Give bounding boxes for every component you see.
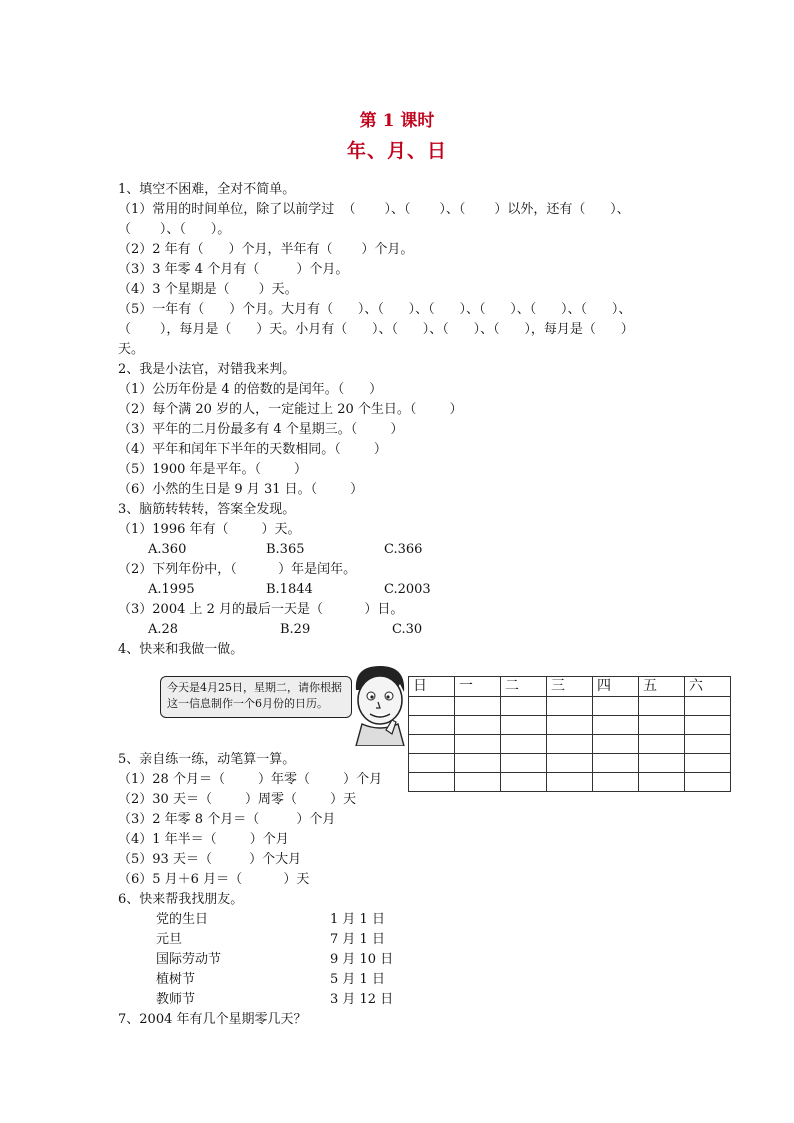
calendar-row bbox=[409, 773, 731, 792]
lesson-subtitle: 年、月、日 bbox=[346, 140, 447, 162]
calendar-cell[interactable] bbox=[593, 697, 639, 716]
calendar-cell[interactable] bbox=[455, 735, 501, 754]
calendar-cell[interactable] bbox=[685, 754, 731, 773]
q1-line: （3）3 年零 4 个月有（ ）个月。 bbox=[118, 262, 349, 277]
calendar-cell[interactable] bbox=[593, 735, 639, 754]
calendar-cell[interactable] bbox=[547, 773, 593, 792]
q3-options bbox=[118, 540, 708, 560]
calendar-cell[interactable] bbox=[593, 716, 639, 735]
festival-date: 9 月 10 日 bbox=[330, 952, 394, 967]
calendar-cell[interactable] bbox=[685, 773, 731, 792]
option-b: B.1844 bbox=[266, 582, 313, 597]
q1-heading: 1、填空不困难，全对不简单。 bbox=[118, 182, 296, 197]
q5-line: （2）30 天＝（ ）周零（ ）天 bbox=[118, 792, 357, 807]
calendar-cell[interactable] bbox=[639, 735, 685, 754]
q3-heading: 3、脑筋转转转，答案全发现。 bbox=[118, 502, 296, 517]
festival-date: 5 月 1 日 bbox=[330, 972, 385, 987]
festival-date: 1 月 1 日 bbox=[330, 912, 385, 927]
calendar-row bbox=[409, 735, 731, 754]
festival-name: 植树节 bbox=[156, 972, 196, 987]
weekday-header: 二 bbox=[501, 677, 547, 697]
boy-cartoon-icon bbox=[346, 660, 416, 746]
calendar-cell[interactable] bbox=[593, 773, 639, 792]
speech-bubble: 今天是4月25日，星期二，请你根据这一信息制作一个6月份的日历。 bbox=[160, 676, 352, 718]
calendar-cell[interactable] bbox=[501, 716, 547, 735]
festival-date: 3 月 12 日 bbox=[330, 992, 394, 1007]
calendar-cell[interactable] bbox=[501, 697, 547, 716]
calendar-cell[interactable] bbox=[455, 754, 501, 773]
calendar-header-row bbox=[409, 677, 731, 697]
q5-line: （5）93 天＝（ ）个大月 bbox=[118, 852, 302, 867]
calendar-cell[interactable] bbox=[501, 773, 547, 792]
weekday-header: 四 bbox=[593, 677, 639, 697]
june-calendar-grid bbox=[408, 676, 731, 792]
festival-name: 党的生日 bbox=[156, 912, 209, 927]
option-a: A.360 bbox=[148, 542, 187, 557]
festival-date: 7 月 1 日 bbox=[330, 932, 385, 947]
q3-options bbox=[118, 620, 708, 640]
weekday-header: 六 bbox=[685, 677, 731, 697]
q2-line: （6）小然的生日是 9 月 31 日。（ ） bbox=[118, 482, 364, 497]
weekday-header: 三 bbox=[547, 677, 593, 697]
calendar-cell[interactable] bbox=[409, 735, 455, 754]
weekday-header: 五 bbox=[639, 677, 685, 697]
lesson-title: 第 1 课时 bbox=[359, 111, 435, 131]
q5-line: （3）2 年零 8 个月＝（ ）个月 bbox=[118, 812, 336, 827]
calendar-cell[interactable] bbox=[547, 697, 593, 716]
q3-question: （3）2004 上 2 月的最后一天是（ ）日。 bbox=[118, 602, 404, 617]
calendar-cell[interactable] bbox=[455, 773, 501, 792]
match-row bbox=[118, 930, 708, 950]
match-row bbox=[118, 910, 708, 930]
calendar-cell[interactable] bbox=[685, 716, 731, 735]
weekday-header: 一 bbox=[455, 677, 501, 697]
q5-line: （1）28 个月＝（ ）年零（ ）个月 bbox=[118, 772, 383, 787]
calendar-row bbox=[409, 754, 731, 773]
match-row bbox=[118, 990, 708, 1010]
calendar-cell[interactable] bbox=[455, 716, 501, 735]
calendar-cell[interactable] bbox=[501, 754, 547, 773]
q1-line: （2）2 年有（ ）个月，半年有（ ）个月。 bbox=[118, 242, 414, 257]
worksheet-content bbox=[118, 180, 708, 1030]
festival-name: 元旦 bbox=[156, 932, 183, 947]
q5-heading: 5、亲自练一练，动笔算一算。 bbox=[118, 752, 296, 767]
calendar-cell[interactable] bbox=[455, 697, 501, 716]
q1-line: （1）常用的时间单位，除了以前学过 （ ）、（ ）、（ ）以外，还有（ ）、 bbox=[118, 202, 630, 217]
q3-question: （2）下列年份中，（ ）年是闰年。 bbox=[118, 562, 357, 577]
q2-heading: 2、我是小法官，对错我来判。 bbox=[118, 362, 296, 377]
calendar-cell[interactable] bbox=[593, 754, 639, 773]
q7-heading: 7、2004 年有几个星期零几天？ bbox=[118, 1012, 307, 1027]
calendar-cell[interactable] bbox=[639, 697, 685, 716]
calendar-cell[interactable] bbox=[409, 697, 455, 716]
match-row bbox=[118, 970, 708, 990]
q1-line: （ ）、（ ）。 bbox=[118, 222, 231, 237]
option-b: B.365 bbox=[266, 542, 305, 557]
q3-options bbox=[118, 580, 708, 600]
calendar-cell[interactable] bbox=[501, 735, 547, 754]
q1-line: （ ），每月是（ ）天。小月有（ ）、（ ）、（ ）、（ ），每月是（ ） bbox=[118, 322, 634, 337]
festival-name: 教师节 bbox=[156, 992, 196, 1007]
match-row bbox=[118, 950, 708, 970]
q1-line: （5）一年有（ ）个月。大月有（ ）、（ ）、（ ）、（ ）、（ ）、（ ）、 bbox=[118, 302, 632, 317]
weekday-header: 日 bbox=[409, 677, 455, 697]
calendar-cell[interactable] bbox=[639, 716, 685, 735]
option-c: C.2003 bbox=[384, 582, 431, 597]
calendar-cell[interactable] bbox=[409, 716, 455, 735]
festival-name: 国际劳动节 bbox=[156, 952, 222, 967]
calendar-cell[interactable] bbox=[547, 735, 593, 754]
option-a: A.28 bbox=[148, 622, 179, 637]
option-a: A.1995 bbox=[148, 582, 195, 597]
calendar-cell[interactable] bbox=[547, 716, 593, 735]
q1-line: （4）3 个星期是（ ）天。 bbox=[118, 282, 298, 297]
calendar-cell[interactable] bbox=[409, 754, 455, 773]
calendar-row bbox=[409, 716, 731, 735]
calendar-cell[interactable] bbox=[639, 754, 685, 773]
calendar-cell[interactable] bbox=[547, 754, 593, 773]
calendar-cell[interactable] bbox=[685, 697, 731, 716]
q5-line: （4）1 年半＝（ ）个月 bbox=[118, 832, 289, 847]
calendar-cell[interactable] bbox=[639, 773, 685, 792]
q2-line: （4）平年和闰年下半年的天数相同。（ ） bbox=[118, 442, 387, 457]
option-b: B.29 bbox=[280, 622, 311, 637]
option-c: C.30 bbox=[392, 622, 423, 637]
q2-line: （2）每个满 20 岁的人，一定能过上 20 个生日。（ ） bbox=[118, 402, 463, 417]
calendar-cell[interactable] bbox=[409, 773, 455, 792]
q3-question: （1）1996 年有（ ）天。 bbox=[118, 522, 301, 537]
q6-heading: 6、快来帮我找朋友。 bbox=[118, 892, 244, 907]
calendar-cell[interactable] bbox=[685, 735, 731, 754]
q5-line: （6）5 月＋6 月＝（ ）天 bbox=[118, 872, 310, 887]
q2-line: （1）公历年份是 4 的倍数的是闰年。（ ） bbox=[118, 382, 383, 397]
option-c: C.366 bbox=[384, 542, 423, 557]
q4-heading: 4、快来和我做一做。 bbox=[118, 642, 244, 657]
calendar-row bbox=[409, 697, 731, 716]
q1-line: 天。 bbox=[118, 342, 145, 357]
q2-line: （3）平年的二月份最多有 4 个星期三。（ ） bbox=[118, 422, 404, 437]
q2-line: （5）1900 年是平年。（ ） bbox=[118, 462, 308, 477]
